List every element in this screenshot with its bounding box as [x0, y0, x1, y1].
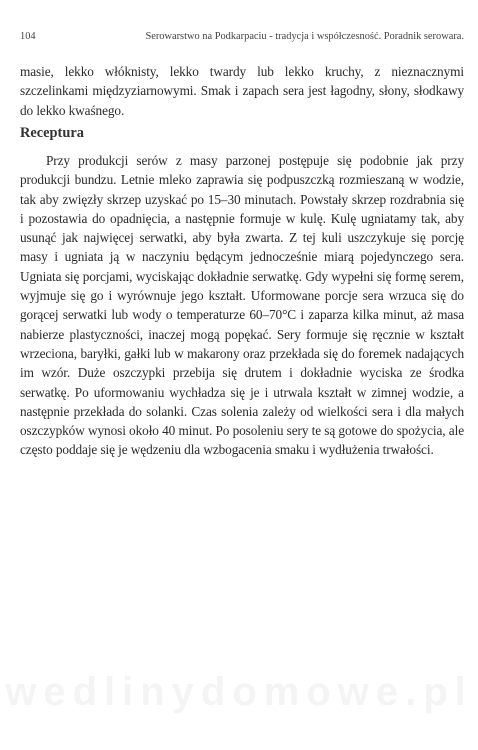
watermark: [0, 670, 478, 715]
page-header: [20, 31, 464, 45]
recipe-paragraph: Przy produkcji serów z masy parzonej postępuje się podobnie jak przy produkcji bundzu. Letnie mleko zaprawia się podpuszczką rozmieszaną w wodzie, tak aby zwięzły skrzep uzyskać po 15–30 minutach. Powstały skrzep rozdrabnia się i pozostawia do opadnięcia, a następnie formuje w kulę. Kulę ugniatamy tak, aby usunąć jak najwięcej serwatki, aby była zwarta. Z tej kuli uszczykuje się porcję masy i ugniata ją w naczyniu będącym jednocześnie miarą pojedynczego sera. Ugniata się porcjami, wyciskając dokładnie serwatkę. Gdy wypełni się formę serem, wyjmuje się go i wyrównuje jego kształt. Uformowane porcje sera wrzuca się do gorącej serwatki lub wody o temperaturze 60–70°C i zaparza kilka minut, aż masa nabierze plastyczności, inaczej mogą popękać. Sery formuje się ręcznie w kształt wrzeciona, baryłki, gałki lub w makarony oraz przekłada się do foremek nadających im wzór. Duże oszczypki przebija się drutem i dokładnie wyciska ze środka serwatkę. Po uformowaniu wychładza się je i utrwala kształt w zimnej wodzie, a następnie przekłada do solanki. Czas solenia zależy od wielkości sera i dla małych oszczypków wynosi około 40 minut. Po posoleniu sery te są gotowe do spożycia, ale często poddaje się je wędzeniu dla wzbogacenia smaku i wydłużenia trwałości.: [20, 153, 464, 458]
section-heading: Receptura: [20, 125, 84, 141]
intro-paragraph: masie, lekko włóknisty, lekko twardy lub lekko kruchy, z nieznacznymi szczelinkami międzyziarnowymi. Smak i zapach sera jest łagodny, słony, słodkawy do lekko kwaśnego.: [20, 64, 464, 118]
page-number: 104: [20, 31, 36, 42]
running-title: Serowarstwo na Podkarpaciu - tradycja i współczesność. Poradnik serowara.: [145, 31, 464, 42]
